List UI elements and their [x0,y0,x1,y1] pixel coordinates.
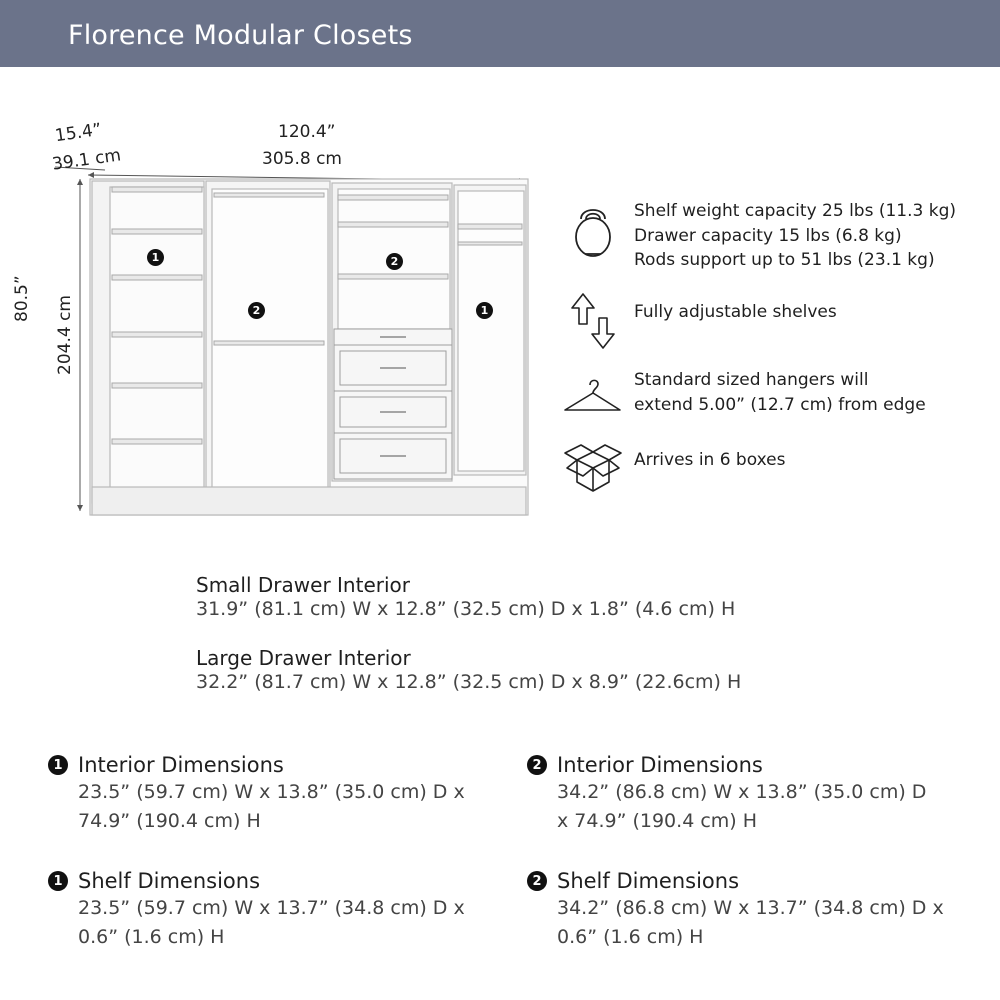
spec-adjustable-shelves [563,290,837,350]
spec-boxes-text [634,448,785,473]
dimension-line: 34.2” (86.8 cm) W x 13.7” (34.8 cm) D x [557,897,944,919]
spec-line: Shelf weight capacity 25 lbs (11.3 kg) [634,201,956,221]
section-badge: 1 [48,755,68,775]
hanger-icon [563,368,623,428]
header-bar [0,0,1000,67]
section-title: Shelf Dimensions [78,869,261,893]
large-drawer-section [196,646,741,694]
spec-weight-text [634,199,956,273]
section-badge: 2 [527,871,547,891]
spec-hanger-text [634,368,926,417]
dimension-line: 23.5” (59.7 cm) W x 13.8” (35.0 cm) D x [78,781,465,803]
spec-line: Fully adjustable shelves [634,302,837,322]
shelf-dimensions-1 [48,868,488,952]
section-marker-2-hanging: 2 [248,302,265,319]
spec-line: Standard sized hangers will [634,370,869,390]
spec-line: extend 5.00” (12.7 cm) from edge [634,394,926,415]
adjust-arrows-icon [563,290,623,350]
box-icon [563,438,623,498]
spec-weight-capacity [563,199,956,273]
section-badge: 1 [48,871,68,891]
section-title: Shelf Dimensions [557,869,740,893]
section-marker-1-right: 1 [476,302,493,319]
spec-adjustable-text [634,300,837,325]
shelf-dimensions-2 [527,868,967,952]
spec-boxes [563,438,785,498]
section-badge: 2 [527,755,547,775]
spec-hanger-clearance [563,368,926,428]
small-drawer-section [196,573,735,621]
interior-dimensions-2 [527,752,967,836]
section-title: Interior Dimensions [78,753,284,777]
depth-inches-label: 15.4” [53,119,103,147]
kettlebell-icon [563,199,623,259]
interior-dimensions-1 [48,752,488,836]
section-marker-2-middle: 2 [386,253,403,270]
spec-line: Arrives in 6 boxes [634,450,786,470]
dimension-line: 34.2” (86.8 cm) W x 13.8” (35.0 cm) D [557,781,927,803]
dimension-line: 74.9” (190.4 cm) H [78,810,261,832]
spec-line: Drawer capacity 15 lbs (6.8 kg) [634,225,902,246]
height-cm-label: 204.4 cm [55,295,75,375]
page-title: Florence Modular Closets [68,20,413,51]
dimension-line: x 74.9” (190.4 cm) H [557,810,758,832]
closet-diagram [0,67,560,537]
height-inches-label: 80.5” [12,275,32,322]
width-cm-label: 305.8 cm [262,149,342,169]
spec-line: Rods support up to 51 lbs (23.1 kg) [634,250,935,270]
section-marker-1-left: 1 [147,249,164,266]
large-drawer-value: 32.2” (81.7 cm) W x 12.8” (32.5 cm) D x 8.9” (22.6cm) H [196,671,742,693]
small-drawer-value: 31.9” (81.1 cm) W x 12.8” (32.5 cm) D x 1.8” (4.6 cm) H [196,598,736,620]
width-inches-label: 120.4” [278,122,336,142]
dimension-line: 0.6” (1.6 cm) H [557,926,704,948]
small-drawer-title: Small Drawer Interior [196,573,410,597]
large-drawer-title: Large Drawer Interior [196,646,411,670]
dimension-line: 23.5” (59.7 cm) W x 13.7” (34.8 cm) D x [78,897,465,919]
depth-cm-label: 39.1 cm [50,145,123,175]
section-title: Interior Dimensions [557,753,763,777]
dimension-line: 0.6” (1.6 cm) H [78,926,225,948]
